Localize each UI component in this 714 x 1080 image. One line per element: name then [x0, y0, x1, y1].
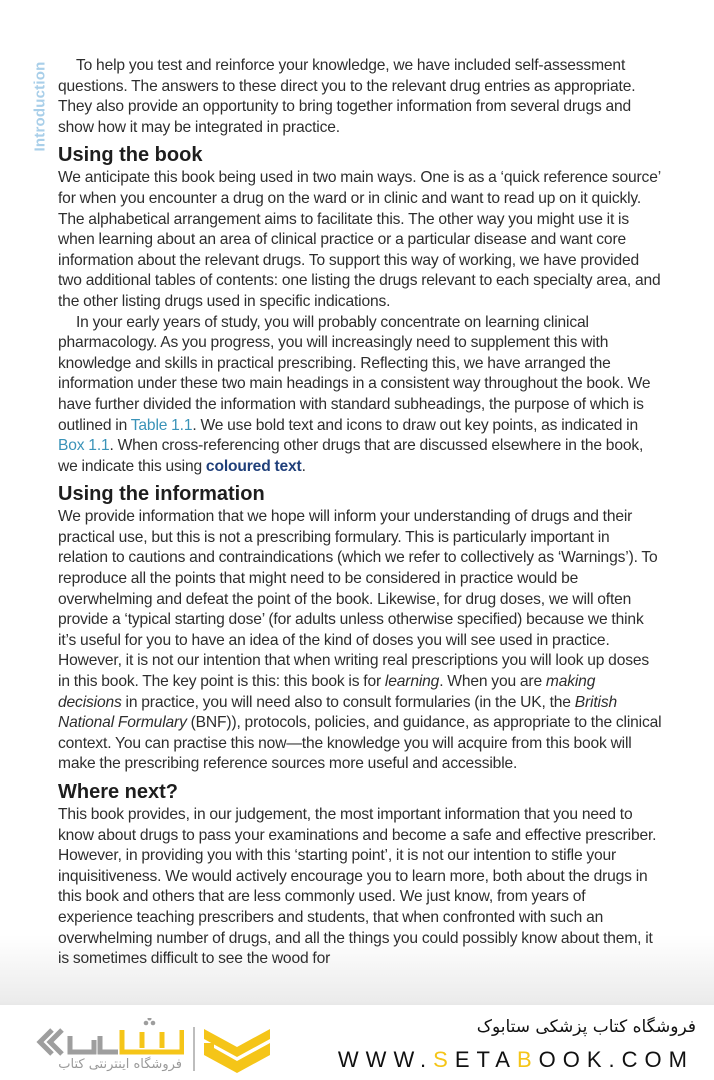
text-run: In your early years of study, you will probably concentrate on learning clinical pharmacology. As you progress, you will increasingly need to supplement this with knowledge and skills in practical prescribing. Reflecting this, we have arranged the information under these two main headings in a consistent way throughout the book. We have further divided the information with standard subheadings, the purpose of which is outlined in: [58, 313, 651, 434]
text-run: We provide information that we hope will inform your understanding of drugs and their practical use, but this is not a prescribing formulary. This is particularly important in relation to cautions and contraindications (which we refer to collectively as ‘Warnings’). To reproduce all the points that might need to be considered in practice would be overwhelming and defeat the point of the book. Likewise, for drug doses, we will often provide a ‘typical starting dose’ (for adults unless otherwise specified) because we think it’s useful for you to have an idea of the kind of doses you will see used in practice. However, it is not our intention that when writing real prescriptions you will look up doses in this book. The key point is this: this book is for: [58, 508, 658, 691]
text-run: .: [301, 457, 306, 475]
text-run: . When cross-referencing other drugs that are discussed elsewhere in the book, we indicate this using: [58, 437, 644, 475]
link-table-1-1[interactable]: Table 1.1: [130, 416, 193, 434]
store-name: فروشگاه کتاب پزشکی ستابوک: [476, 1017, 696, 1037]
paragraph-where-next: This book provides, in our judgement, the most important information that you need to know about drugs to pass your examinations and become a safe and effective prescriber. However, in providing you with this ‘starting point’, it is not our intention to stifle your inquisitiveness. We would actively encourage you to learn more, both about the drugs in this book and others that are less commonly used. We just know, from years of experience teaching prescribers and students, that when confronted with such an overwhelming number of drugs, and all the things you could possibly know about them, it is sometimes difficult to see the wood for: [58, 806, 657, 968]
chevron-logo-icon: [202, 1025, 272, 1075]
paragraph-using-the-book-1: We anticipate this book being used in two main ways. One is as a ‘quick reference source’ for when you encounter a drug on the ward or in clinic and want to read up on it quickly. The alphabetical arrangement aims to facilitate this. The other way you might use it is when learning about an area of clinical practice or a particular disease and want core information about the relevant drugs. To support this way of working, we have provided two additional tables of contents: one listing the drugs relevant to each specialty area, and the other listing drugs used in specific indications.: [58, 169, 661, 310]
watermark-footer: [0, 1005, 714, 1080]
paragraph-using-the-information: [58, 507, 662, 775]
logo-subtitle: فروشگاه اینترنتی کتاب: [58, 1057, 182, 1072]
store-url[interactable]: [338, 1047, 694, 1073]
logo-divider: [193, 1027, 195, 1071]
url-accent-s: S: [433, 1047, 455, 1072]
intro-paragraph: To help you test and reinforce your knowledge, we have included self-assessment questions. The answers to these direct you to the relevant drug entries as appropriate. They also provide an opportunity to bring together information from several drugs and show how it may be integrated in practice.: [58, 57, 636, 136]
paragraph-using-the-book-2: [58, 313, 662, 478]
url-text: ETA: [454, 1047, 517, 1072]
section-heading-using-the-information: Using the information: [58, 483, 265, 506]
link-box-1-1[interactable]: Box 1.1: [58, 437, 110, 455]
chapter-side-label: [30, 58, 50, 154]
page-content: [58, 56, 662, 970]
cross-reference-example: coloured text: [205, 457, 302, 475]
text-run: . We use bold text and icons to draw out key points, as indicated in: [192, 416, 638, 434]
url-text: OOK.COM: [538, 1047, 694, 1072]
emphasis-learning: learning: [384, 673, 440, 691]
section-heading-where-next: Where next?: [58, 781, 179, 803]
text-run: in practice, you will need also to consult formularies (in the UK, the: [121, 693, 575, 711]
emphasis-making-decisions: making decisions: [58, 673, 596, 711]
emphasis-bnf: British National Formulary: [58, 693, 617, 732]
url-text: WWW.: [337, 1047, 434, 1072]
section-heading-using-the-book: Using the book: [58, 144, 203, 167]
text-run: (BNF)), protocols, policies, and guidance, as appropriate to the clinical context. You can practise this now—the knowledge you will acquire from this book will make the prescribing reference sources more useful and accessible.: [58, 714, 662, 773]
chapter-side-label-text: Introduction: [31, 61, 49, 151]
text-run: . When you are: [439, 673, 546, 691]
url-accent-b: B: [516, 1047, 539, 1072]
